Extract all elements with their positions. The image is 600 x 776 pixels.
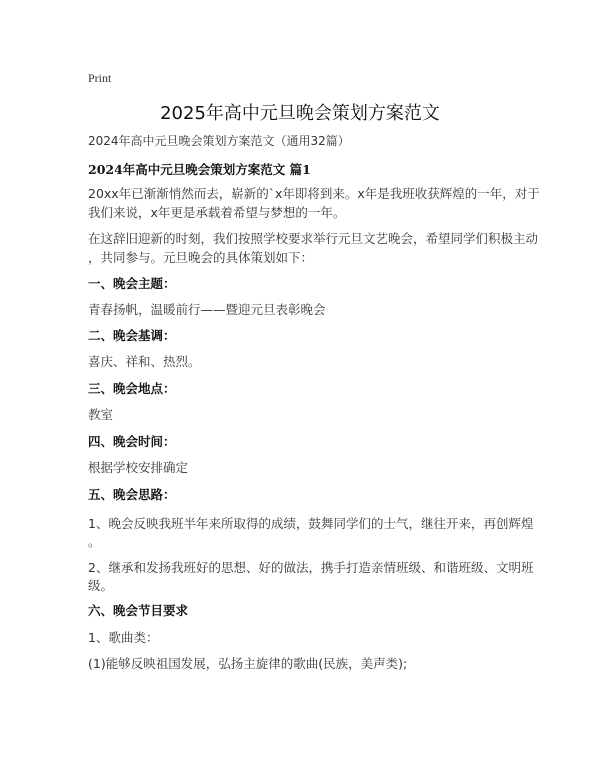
program-item-1-1: (1)能够反映祖国发展，弘扬主旋律的歌曲(民族，美声类); [88,656,408,671]
idea-item-1-line-1: 1、晚会反映我班半年来所取得的成绩，鼓舞同学们的士气，继往开来，再创辉煌 [88,516,534,531]
program-item-1: 1、歌曲类： [88,630,159,645]
print-label: Print [88,71,112,85]
page-title: 2025年高中元旦晚会策划方案范文 [160,103,440,124]
intro-paragraph-1-line-1: 20xx年已渐渐悄然而去，崭新的`x年即将到来。x年是我班收获辉煌的一年，对于 [88,186,540,201]
article-heading: 2024年高中元旦晚会策划方案范文 篇1 [88,162,311,177]
section-text-theme: 青春扬帆，温暖前行——暨迎元旦表彰晚会 [88,302,326,317]
section-heading-idea: 五、晚会思路： [88,487,176,502]
idea-item-2-line-1: 2、继承和发扬我班好的思想、好的做法，携手打造亲情班级、和谐班级、文明班 [88,560,534,575]
intro-paragraph-1-line-2: 我们来说，x年更是承载着希望与梦想的一年。 [88,205,346,220]
idea-item-2-line-2: 级。 [88,578,114,593]
intro-paragraph-2-line-1: 在这辞旧迎新的时刻，我们按照学校要求举行元旦文艺晚会，希望同学们积极主动 [88,231,539,246]
section-text-venue: 教室 [88,407,114,422]
section-heading-program: 六、晚会节目要求 [88,603,189,618]
idea-item-1-line-2: 。 [88,534,101,549]
section-heading-time: 四、晚会时间： [88,434,176,449]
section-heading-theme: 一、晚会主题： [88,276,176,291]
intro-paragraph-2-line-2: ，共同参与。元旦晚会的具体策划如下： [88,250,314,265]
section-heading-tone: 二、晚会基调： [88,328,176,343]
document-subtitle: 2024年高中元旦晚会策划方案范文（通用32篇） [88,134,350,148]
section-text-time: 根据学校安排确定 [88,460,189,475]
section-text-tone: 喜庆、祥和、热烈。 [88,354,201,369]
section-heading-venue: 三、晚会地点： [88,381,176,396]
